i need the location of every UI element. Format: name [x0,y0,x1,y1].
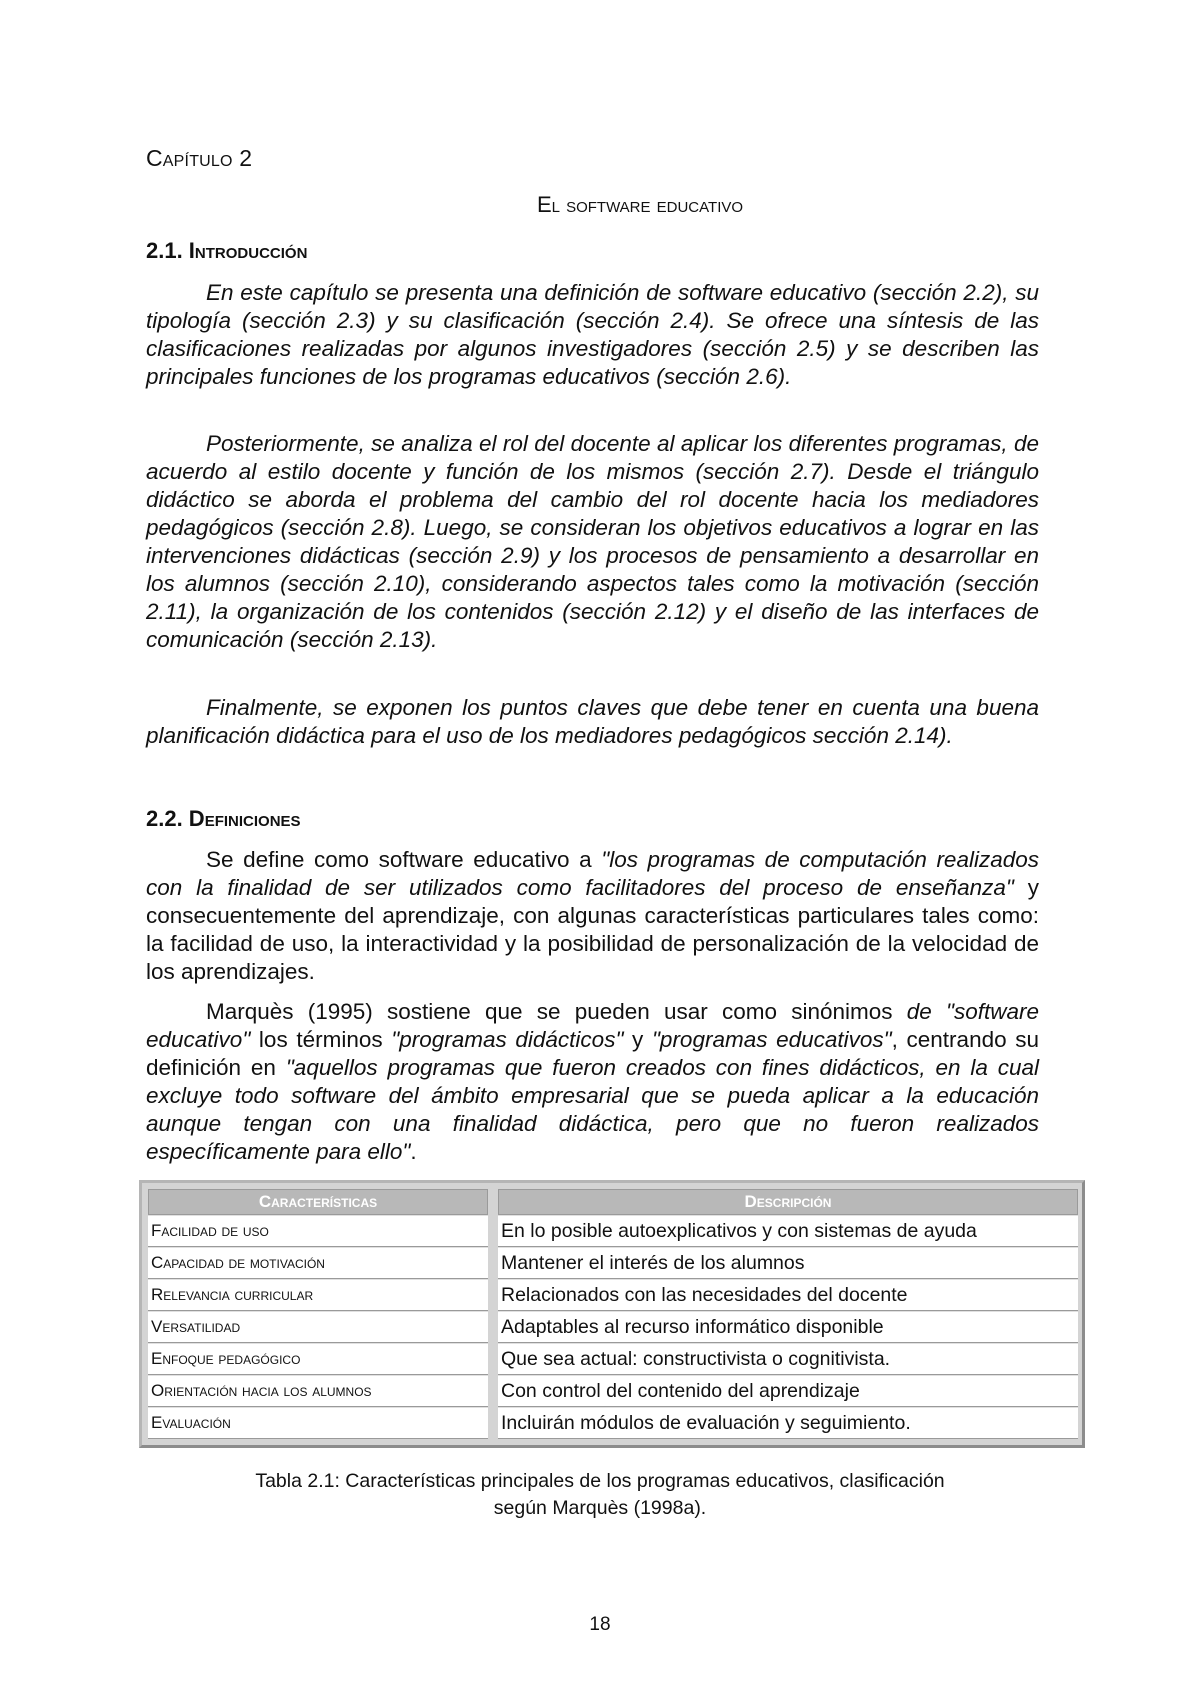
table-row [148,1279,1078,1311]
text-run: . [410,1139,417,1164]
text-run: Se define como software educativo a [206,847,602,872]
cell-gap [488,1375,498,1407]
text-run: , centrando su definición en [146,1027,1039,1080]
definitions-paragraph-1 [146,846,1039,986]
quote-run: "programas educativos" [651,1027,892,1052]
text-run: los términos [250,1027,392,1052]
definitions-paragraph-2 [146,998,1039,1166]
description-cell: Incluirán módulos de evaluación y seguimiento. [498,1407,1078,1439]
intro-paragraph-1: En este capítulo se presenta una definición de software educativo (sección 2.2), su tipología (sección 2.3) y su clasificación (sección 2.4). Se ofrece una síntesis de las clasificaciones realizadas por algunos investigadores (sección 2.5) y se describen las principales funciones de los programas educativos (sección 2.6). [146,280,1039,389]
section-heading-definiciones: 2.2. Definiciones [146,806,301,831]
table-header-row [148,1189,1078,1215]
cell-gap [488,1215,498,1247]
description-cell: Con control del contenido del aprendizaje [498,1375,1078,1407]
chapter-title-text: El software educativo [536,192,744,217]
quote-run: "aquellos programas que fueron creados con fines didácticos, en la cual excluye todo software del ámbito empresarial que se pueda aplicar a la educación aunque tengan con una finalidad didáctica, pero que no fueron realizados específicamente para ello" [146,1055,1039,1164]
description-cell: Adaptables al recurso informático disponible [498,1311,1078,1343]
characteristics-table-frame [139,1180,1085,1448]
intro-paragraph-2: Posteriormente, se analiza el rol del docente al aplicar los diferentes programas, de acuerdo al estilo docente y función de los mismos (sección 2.7). Desde el triángulo didáctico se aborda el problema del cambio del rol docente hacia los mediadores pedagógicos (sección 2.8). Luego, se consideran los objetivos educativos a lograr en las intervenciones didácticas (sección 2.9) y los procesos de pensamiento a desarrollar en los alumnos (sección 2.10), considerando aspectos tales como la motivación (sección 2.11), la organización de los contenidos (sección 2.12) y el diseño de las interfaces de comunicación (sección 2.13). [146,431,1039,652]
quote-run: "programas didácticos" [391,1027,624,1052]
description-cell: Relacionados con las necesidades del docente [498,1279,1078,1311]
chapter-title [0,192,1200,218]
table-row [148,1215,1078,1247]
quote-run: "los programas de computación realizados con la finalidad de ser utilizados como facilitadores del proceso de enseñanza" [146,847,1040,900]
feature-cell: Enfoque pedagógico [148,1343,488,1375]
table-row [148,1311,1078,1343]
page-number: 18 [589,1614,611,1635]
feature-cell: Orientación hacia los alumnos [148,1375,488,1407]
table-row [148,1247,1078,1279]
text-run: y [623,1027,652,1052]
description-cell: Mantener el interés de los alumnos [498,1247,1078,1279]
table-caption [0,1468,1200,1522]
quote-run: de "software educativo" [146,999,1039,1052]
cell-gap [488,1407,498,1439]
characteristics-table [148,1189,1078,1439]
text-run: y consecuentemente del aprendizaje, con algunas características particulares tales como: la facilidad de uso, la interactividad y la posibilidad de personalización de la velocidad de los aprendizajes. [146,875,1039,984]
header-gap [488,1189,498,1215]
feature-cell: Versatilidad [148,1311,488,1343]
caption-line-2: según Marquès (1998a). [493,1497,707,1519]
table-row [148,1343,1078,1375]
cell-gap [488,1279,498,1311]
intro-paragraph-3: Finalmente, se exponen los puntos claves que debe tener en cuenta una buena planificación didáctica para el uso de los mediadores pedagógicos sección 2.14). [146,695,1039,748]
description-cell: En lo posible autoexplicativos y con sistemas de ayuda [498,1215,1078,1247]
feature-cell: Facilidad de uso [148,1215,488,1247]
feature-cell: Evaluación [148,1407,488,1439]
table-row [148,1407,1078,1439]
caption-line-1: Tabla 2.1: Características principales de los programas educativos, clasificación [255,1470,945,1492]
chapter-label: Capítulo 2 [146,145,253,171]
description-cell: Que sea actual: constructivista o cognitivista. [498,1343,1078,1375]
text-run: Marquès (1995) sostiene que se pueden usar como sinónimos [206,999,907,1024]
cell-gap [488,1247,498,1279]
cell-gap [488,1311,498,1343]
header-caracteristicas: Características [148,1189,488,1215]
feature-cell: Relevancia curricular [148,1279,488,1311]
cell-gap [488,1343,498,1375]
section-heading-introduccion: 2.1. Introducción [146,238,308,263]
table-row [148,1375,1078,1407]
feature-cell: Capacidad de motivación [148,1247,488,1279]
header-descripcion: Descripción [498,1189,1078,1215]
